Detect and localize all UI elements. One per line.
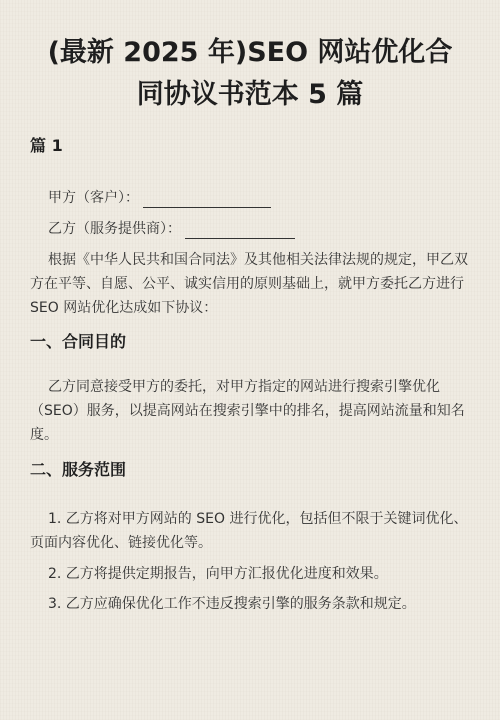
list-item: 1. 乙方将对甲方网站的 SEO 进行优化，包括但不限于关键词优化、页面内容优化、链接优化等。 [30,511,468,551]
list-item: 2. 乙方将提供定期报告，向甲方汇报优化进度和效果。 [48,566,388,582]
party-a-field [48,188,271,208]
party-b-blank-line [185,222,295,239]
section-2-heading: 二、服务范围 [30,460,127,479]
party-b-field [48,219,295,239]
intro-paragraph: 根据《中华人民共和国合同法》及其他相关法律法规的规定，甲乙双方在平等、自愿、公平、诚实信用的原则基础上，就甲方委托乙方进行 SEO 网站优化达成如下协议： [30,252,468,316]
document-title-line-2: 同协议书范本 5 篇 [136,79,364,110]
section-label: 篇 1 [30,136,63,155]
section-1-heading: 一、合同目的 [30,332,127,351]
document-title [0,32,500,116]
list-item: 3. 乙方应确保优化工作不违反搜索引擎的服务条款和规定。 [48,596,416,612]
document-title-line-1: (最新 2025 年)SEO 网站优化合 [47,37,453,68]
party-a-label: 甲方（客户）： [48,190,139,206]
party-a-blank-line [143,191,271,208]
party-b-label: 乙方（服务提供商）： [48,221,181,237]
section-1-paragraph: 乙方同意接受甲方的委托，对甲方指定的网站进行搜索引擎优化（SEO）服务，以提高网站在搜索引擎中的排名，提高网站流量和知名度。 [30,379,465,443]
